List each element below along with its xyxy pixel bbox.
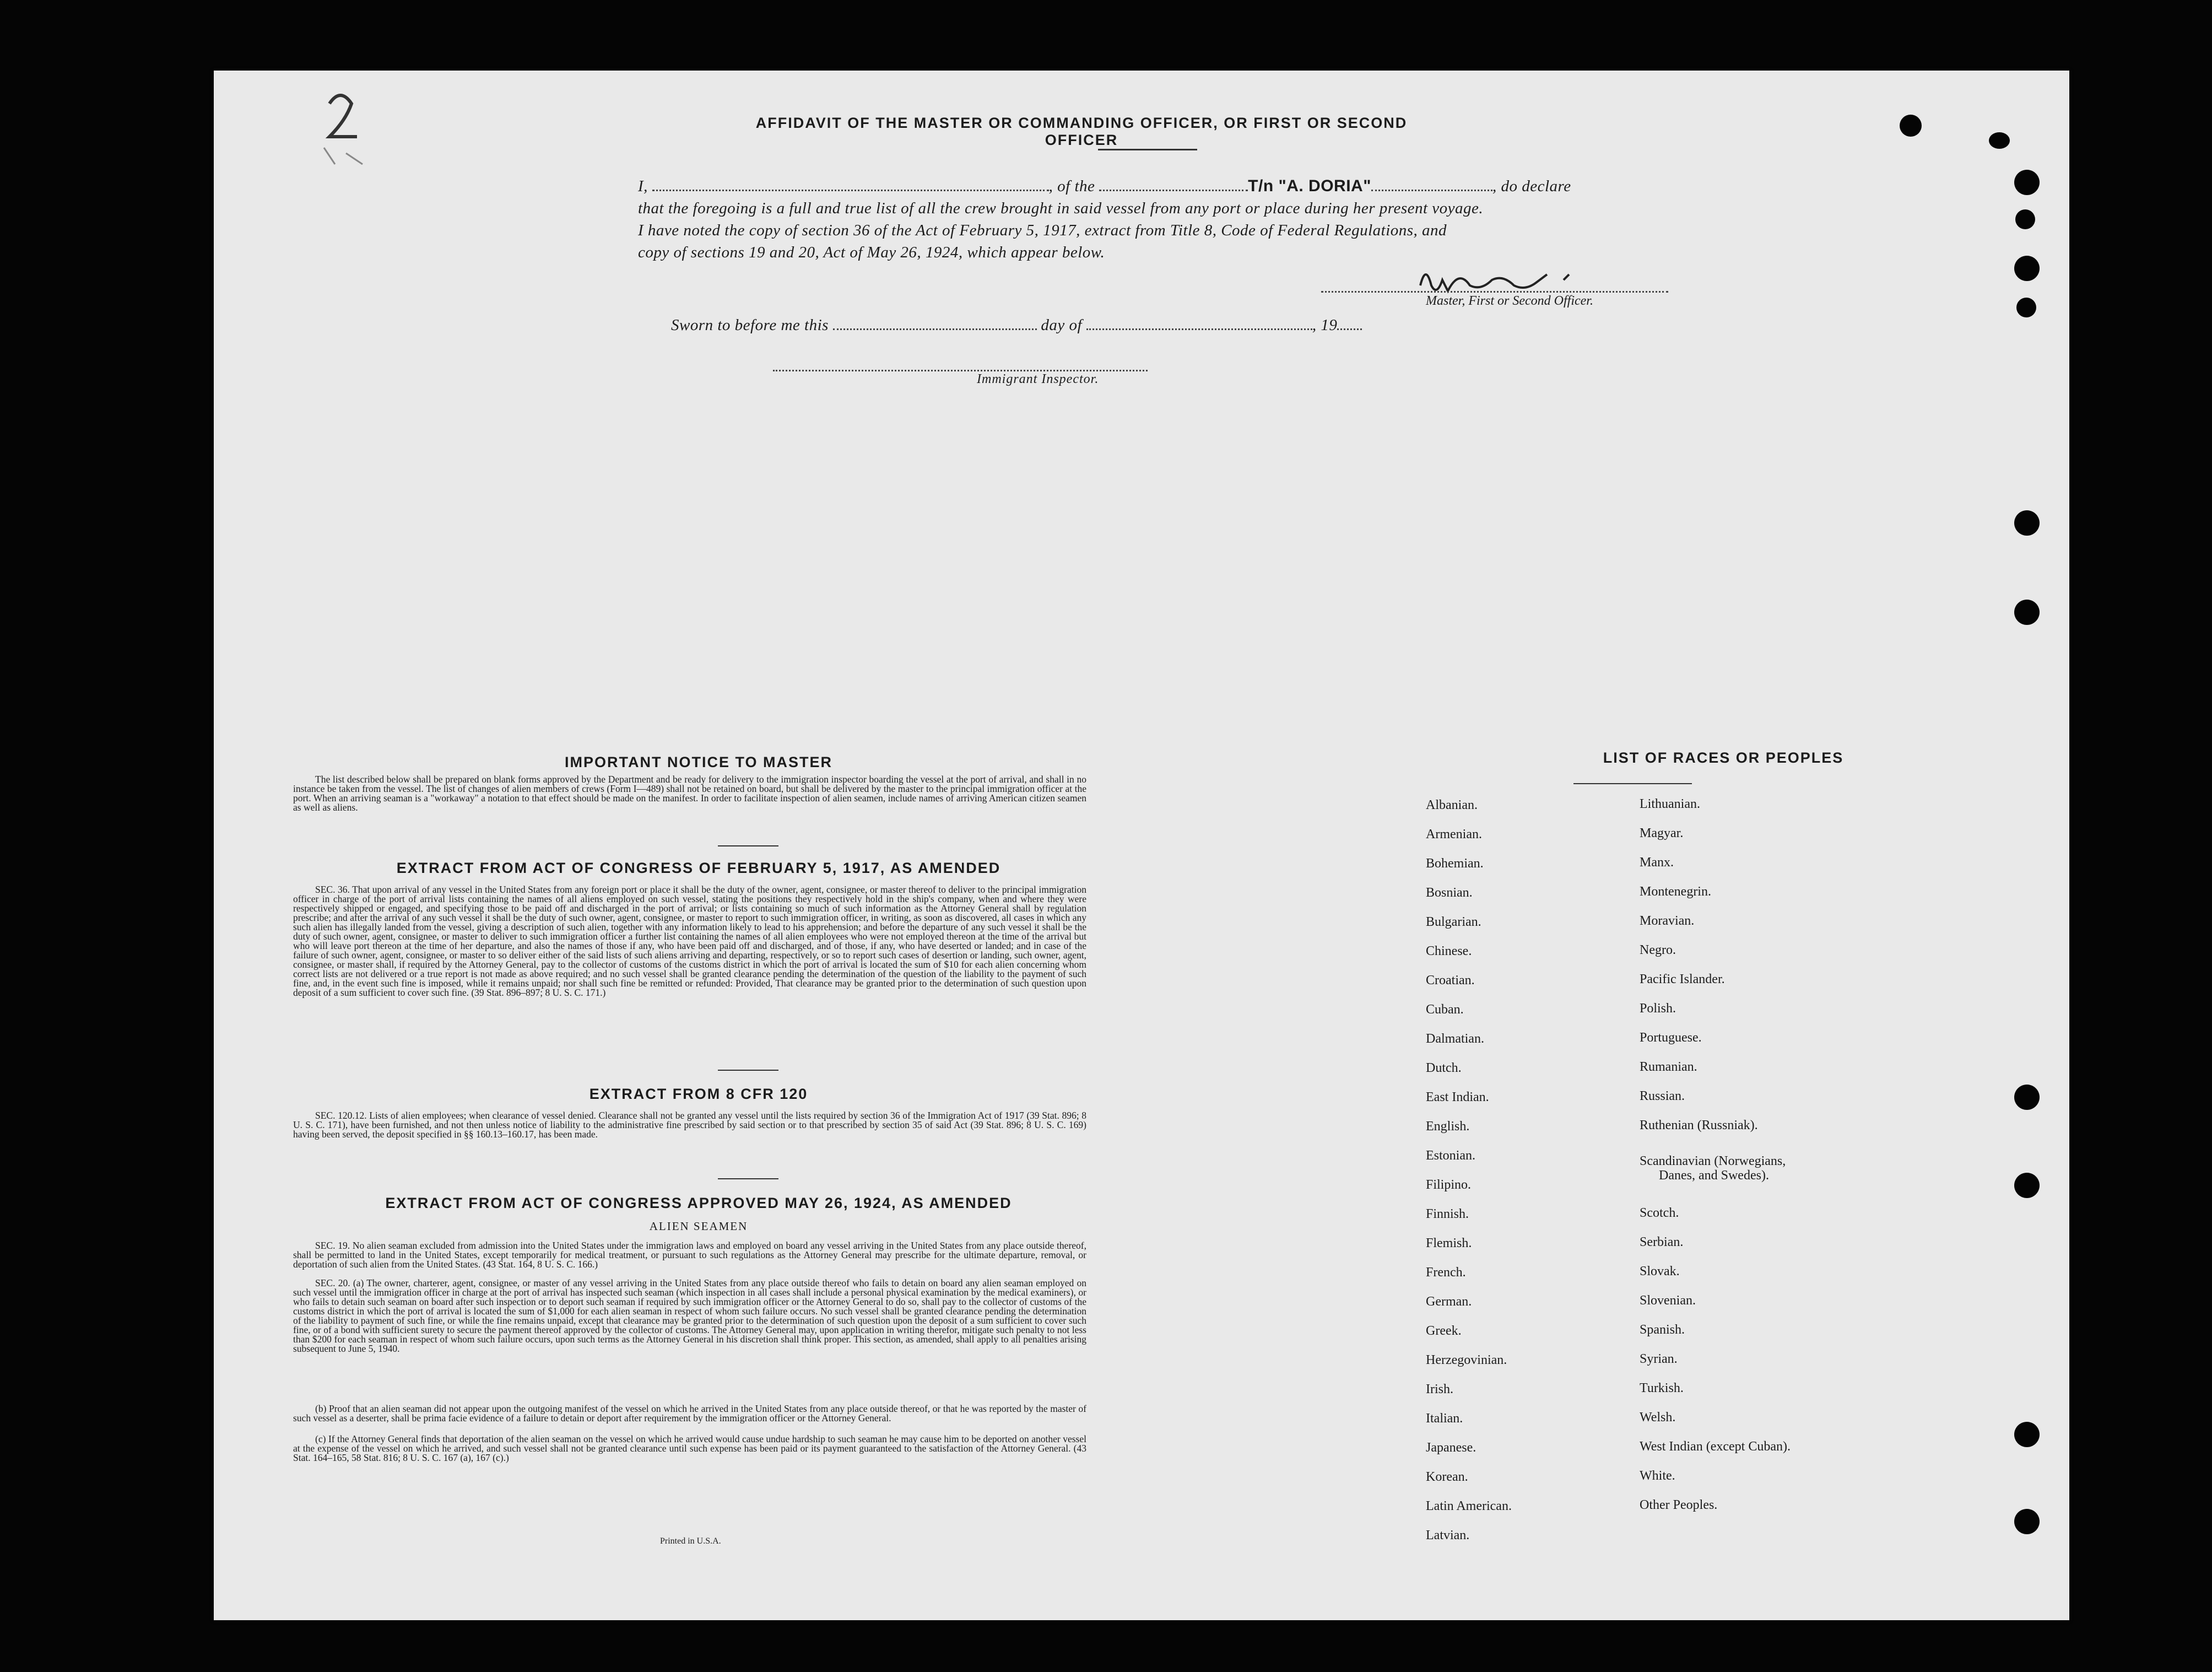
punch-hole [2014, 1509, 2040, 1534]
inspector-signature-line[interactable] [773, 370, 1148, 371]
race-item: Flemish. [1426, 1236, 1472, 1250]
extract-cfr-text: SEC. 120.12. Lists of alien employees; when clearance of vessel denied. Clearance shall not be granted any vessel until the lists required by section 36 of the Immigration Act of 1917 (39 Stat. 896; 8 U. S. C. 171), have been furnished, and not then unless notice of liability to the administrative fine prescribed by said section or to that prescribed by section 35 of said Act (39 Stat. 896; 8 U. S. C. 169) having been served, the deposit specified in §§ 160.13–160.17, has been made. [293, 1110, 1086, 1140]
races-rule [1573, 783, 1692, 784]
year-prefix: , 19 [1312, 316, 1338, 334]
race-item: Bulgarian. [1426, 915, 1481, 929]
punch-hole [1900, 115, 1922, 137]
race-item: Dalmatian. [1426, 1032, 1484, 1046]
race-item: Korean. [1426, 1470, 1468, 1484]
race-item: Finnish. [1426, 1207, 1469, 1221]
race-item: Italian. [1426, 1411, 1463, 1426]
race-item: Lithuanian. [1640, 797, 1700, 811]
punch-hole [2014, 1085, 2040, 1110]
affidavit-title: AFFIDAVIT OF THE MASTER OR COMMANDING OFFICER, OR FIRST OR SECOND OFFICER [755, 115, 1408, 148]
notice-title: IMPORTANT NOTICE TO MASTER [565, 754, 832, 770]
race-item: Japanese. [1426, 1441, 1477, 1455]
officer-name-field[interactable] [652, 190, 1049, 191]
sec20b-text: (b) Proof that an alien seaman did not appear upon the outgoing manifest of the vessel on which he arrived in the United States from any place outside thereof, or that he was reported by the master of such vessel as a deserter, shall be prima facie evidence of a failure to detain or deport after requirement by the immigration officer or the Attorney General. [293, 1403, 1086, 1423]
extract-1917-text: SEC. 36. That upon arrival of any vessel in the United States from any foreign port or place it shall be the duty of the owner, agent, consignee, or master thereof to deliver to the principal immigration officer in charge of the port of arrival lists containing the names of all aliens employed on such vessel, stating the positions they respectively hold in the ship's company, when and where they were respectively shipped or engaged, and specifying those to be paid off and discharged in the port of arrival; or lists containing so much of such information as the Attorney General shall by regulation prescribe; and after the arrival of any such vessel it shall be the duty of such owner, agent, consignee, or master to report to such immigration officer, in writing, as soon as discovered, all cases in which any such alien has illegally landed from the vessel, giving a description of such alien, together with any information likely to lead to his apprehension; and before the departure of any such vessel it shall be the duty of such owner, agent, consignee, or master to deliver to such immigration officer a further list containing the names of all alien employees who were not employed thereon at the time of the arrival but who will leave port thereon at the time of her departure, and also the names of those if any, who have been paid off and discharged, and of those, if any, who have deserted or landed; and in case of the failure of such owner, agent, consignee, or master to so deliver either of the said lists of such aliens arriving and departing, respectively, or so to report such cases of desertion or landing, such owner, agent, consignee, or master shall, if required by the Attorney General, pay to the collector of customs of the customs district in which the port of arrival is located the sum of $10 for each alien concerning whom correct lists are not delivered or a true report is not made as above required; and no such vessel shall be granted clearance pending the determination of the question of the liability to the payment of such fine, and, in the event such fine is imposed, while it remains unpaid; nor shall such fine be remitted or refunded: Provided, That clearance may be granted prior to the determination of such question upon deposit of a sum sufficient to cover such fine. (39 Stat. 896–897; 8 U. S. C. 171.) [293, 884, 1086, 998]
race-item: Welsh. [1640, 1410, 1676, 1425]
punch-hole [2014, 1422, 2040, 1447]
sworn-year-field[interactable] [1337, 328, 1362, 330]
vessel-prefix-field [1099, 190, 1248, 191]
handwritten-page-number [313, 82, 379, 175]
races-title: LIST OF RACES OR PEOPLES [1603, 749, 1844, 766]
race-item: Ruthenian (Russniak). [1640, 1118, 1758, 1132]
race-item: Moravian. [1640, 914, 1695, 928]
race-item: Latvian. [1426, 1528, 1470, 1542]
punch-hole [1989, 132, 2010, 149]
affidavit-declare: , do declare [1492, 177, 1571, 195]
race-item: Montenegrin. [1640, 884, 1711, 899]
race-item: German. [1426, 1295, 1472, 1309]
affidavit-line-1 [638, 175, 1685, 197]
race-item: West Indian (except Cuban). [1640, 1439, 1791, 1454]
race-item: Albanian. [1426, 798, 1478, 812]
extract-1917-title: EXTRACT FROM ACT OF CONGRESS OF FEBRUARY 5, 1917, AS AMENDED [396, 860, 1001, 876]
notice-text: The list described below shall be prepared on blank forms approved by the Department and be ready for delivery to the immigration inspector boarding the vessel at the port of arrival, and shall in no instance be taken from the vessel. The list of changes of alien members of crews (Form I—489) shall not be retained on board, but shall be delivered by the master to the principal immigration officer at the port. When an arriving seaman is a "workaway" a notation to that effect should be made on the manifest. In order to facilitate inspection of alien seamen, include names of arriving American citizen seamen as well as aliens. [293, 774, 1086, 813]
affidavit-line-3: I have noted the copy of section 36 of the Act of February 5, 1917, extract from Title 8, Code of Federal Regulations, and [638, 222, 1447, 239]
sec20c-text: (c) If the Attorney General finds that deportation of the alien seaman on the vessel on which he arrived would cause undue hardship to such seaman he may cause him to be deported on another vessel at the expense of the vessel on which he arrived, and such vessel shall not be granted clearance until such expense has been paid or its payment guaranteed to the satisfaction of the Attorney General. (43 Stat. 164–165, 58 Stat. 816; 8 U. S. C. 167 (a), 167 (c).) [293, 1433, 1086, 1463]
race-item: Negro. [1640, 943, 1676, 957]
punch-hole [2016, 298, 2036, 317]
sworn-line [671, 314, 1718, 336]
race-item: Rumanian. [1640, 1060, 1697, 1074]
race-item: Syrian. [1640, 1352, 1678, 1366]
sworn-text: Sworn to before me this [671, 316, 829, 334]
race-item: Croatian. [1426, 973, 1475, 988]
title-rule [1098, 149, 1197, 150]
race-item: Serbian. [1640, 1235, 1684, 1249]
race-item: Russian. [1640, 1089, 1685, 1103]
race-item: Scotch. [1640, 1206, 1679, 1220]
race-item: Portuguese. [1640, 1031, 1702, 1045]
punch-hole [2014, 170, 2040, 195]
punch-hole [2014, 600, 2040, 625]
race-item: Greek. [1426, 1324, 1462, 1338]
race-item: Slovak. [1640, 1264, 1680, 1279]
alien-seamen-subtitle: ALIEN SEAMEN [649, 1220, 748, 1233]
extract-cfr-title: EXTRACT FROM 8 CFR 120 [589, 1086, 808, 1102]
vessel-name: T/n "A. DORIA" [1248, 177, 1371, 195]
inspector-label: Immigrant Inspector. [977, 372, 1099, 386]
race-item: English. [1426, 1119, 1470, 1134]
affidavit-i: I, [638, 177, 648, 195]
day-of-text: day of [1041, 316, 1083, 334]
race-item: Bohemian. [1426, 856, 1484, 871]
race-item: Magyar. [1640, 826, 1684, 840]
race-item: Manx. [1640, 855, 1674, 870]
race-item: Irish. [1426, 1382, 1453, 1396]
signature-label: Master, First or Second Officer. [1426, 294, 1593, 308]
punch-hole [2014, 1173, 2040, 1198]
race-item: Armenian. [1426, 827, 1482, 842]
race-item: Herzegovinian. [1426, 1353, 1507, 1367]
form-page [214, 71, 2069, 1620]
race-item: Latin American. [1426, 1499, 1512, 1513]
vessel-suffix-field [1371, 190, 1492, 191]
race-item: Estonian. [1426, 1148, 1475, 1163]
signature-line [1321, 291, 1668, 293]
race-item: Spanish. [1640, 1323, 1685, 1337]
affidavit-of-the: , of the [1048, 177, 1095, 195]
race-item: Pacific Islander. [1640, 972, 1725, 986]
race-item: Cuban. [1426, 1002, 1464, 1017]
race-item: Scandinavian (Norwegians, [1640, 1154, 1786, 1168]
affidavit-line-4: copy of sections 19 and 20, Act of May 26, 1924, which appear below. [638, 244, 1105, 261]
divider-2 [718, 1070, 778, 1071]
sec20a-text: SEC. 20. (a) The owner, charterer, agent, consignee, or master of any vessel arriving in the United States from any place outside thereof who fails to detain on board any alien seaman employed on such vessel until the immigration officer in charge at the port of arrival has inspected such seaman (which inspection in all cases shall include a personal physical examination by the medical examiners), or who fails to detain such seaman on board after such inspection or to deport such seaman if required by such immigration officer or the Attorney General to do so, shall pay to the collector of customs of the customs district in which the port of arrival is located the sum of $1,000 for each alien seaman in respect of whom such failure occurs. No such vessel shall be granted clearance pending the determination of the liability to payment of such fine, or while the fine remains unpaid, except that clearance may be granted prior to the determination of such question upon the deposit of a sum sufficient to cover such fine, or of a bond with sufficient surety to secure the payment thereof approved by the collector of customs. The Attorney General may, upon application in writing therefor, mitigate such penalty to not less than $200 for each seaman in respect of whom such failure occurs, upon such terms as the Attorney General in his discretion shall think proper. This section, as amended, shall apply to all penalties arising subsequent to June 5, 1940. [293, 1277, 1086, 1354]
race-item: French. [1426, 1265, 1466, 1280]
printed-in-usa: Printed in U.S.A. [660, 1536, 721, 1546]
divider-1 [718, 845, 778, 846]
divider-3 [718, 1178, 778, 1179]
race-item: White. [1640, 1469, 1675, 1483]
race-item: Polish. [1640, 1001, 1676, 1016]
race-item: East Indian. [1426, 1090, 1489, 1104]
race-item: Filipino. [1426, 1178, 1472, 1192]
race-item: Dutch. [1426, 1061, 1462, 1075]
race-item: Turkish. [1640, 1381, 1684, 1395]
race-item: Danes, and Swedes). [1659, 1168, 1769, 1183]
punch-hole [2014, 256, 2040, 281]
extract-1924-title: EXTRACT FROM ACT OF CONGRESS APPROVED MAY 26, 1924, AS AMENDED [385, 1195, 1012, 1211]
sworn-month-field[interactable] [1086, 328, 1312, 330]
race-item: Other Peoples. [1640, 1498, 1718, 1512]
race-item: Chinese. [1426, 944, 1472, 958]
sworn-day-field[interactable] [833, 328, 1037, 330]
sec19-text: SEC. 19. No alien seaman excluded from admission into the United States under the immigration laws and employed on board any vessel arriving in the United States from any place outside thereof, shall be permitted to land in the United States, except temporarily for medical treatment, or pursuant to such regulations as the Attorney General may prescribe for the ultimate departure, removal, or deportation of such alien from the United States. (43 Stat. 164, 8 U. S. C. 166.) [293, 1240, 1086, 1270]
race-item: Bosnian. [1426, 886, 1473, 900]
affidavit-line-2: that the foregoing is a full and true list of all the crew brought in said vessel from any port or place during her present voyage. [638, 199, 1484, 217]
punch-hole [2014, 510, 2040, 536]
punch-hole [2015, 209, 2035, 229]
race-item: Slovenian. [1640, 1293, 1696, 1308]
